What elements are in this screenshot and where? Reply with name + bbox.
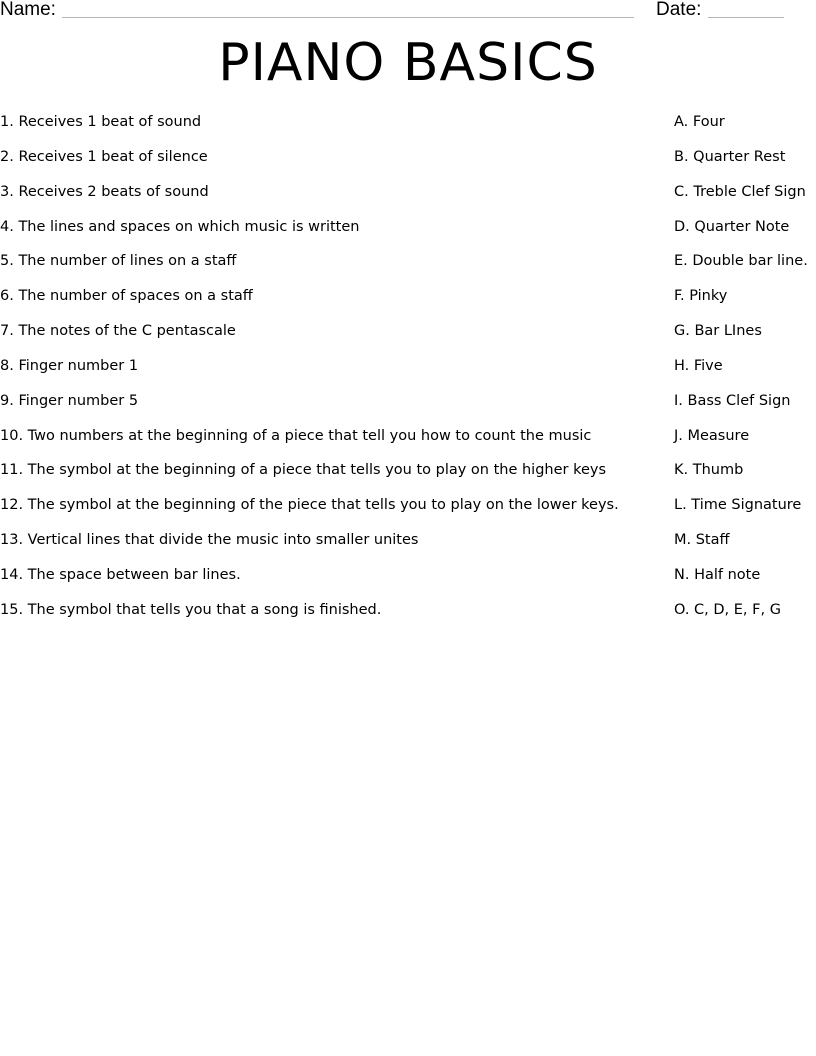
question-item: 10. Two numbers at the beginning of a piece that tell you how to count the music [0,427,592,444]
answer-item: D. Quarter Note [674,218,790,235]
question-item: 8. Finger number 1 [0,357,139,374]
page-title: PIANO BASICS [218,33,598,93]
answer-item: L. Time Signature [674,497,802,514]
answer-item: K. Thumb [674,462,744,479]
answer-item: F. Pinky [674,288,728,305]
date-blank-line [708,17,784,18]
question-item: 3. Receives 2 beats of sound [0,183,209,200]
answer-item: A. Four [674,114,725,130]
question-item: 9. Finger number 5 [0,392,139,409]
answer-item: B. Quarter Rest [674,148,786,165]
answer-item: M. Staff [674,532,730,549]
answer-item: N. Half note [674,566,761,583]
question-item: 11. The symbol at the beginning of a piece that tells you to play on the higher keys [0,462,607,479]
date-label: Date: [656,0,702,20]
name-label: Name: [0,0,56,20]
question-item: 4. The lines and spaces on which music is written [0,218,360,235]
questions-list [0,112,640,635]
question-item: 2. Receives 1 beat of silence [0,148,208,165]
answer-item: H. Five [674,357,723,374]
question-item: 1. Receives 1 beat of sound [0,114,202,130]
question-item: 5. The number of lines on a staff [0,253,237,270]
answer-item: C. Treble Clef Sign [674,183,806,200]
worksheet-header [0,0,816,24]
answer-item: I. Bass Clef Sign [674,392,791,409]
answer-item: O. C, D, E, F, G [674,601,781,618]
question-item: 14. The space between bar lines. [0,566,241,583]
question-item: 7. The notes of the C pentascale [0,323,236,340]
question-item: 6. The number of spaces on a staff [0,288,253,305]
answer-item: J. Measure [674,427,750,444]
answer-item: G. Bar LInes [674,323,762,340]
answers-list [674,112,816,635]
name-blank-line [62,17,634,18]
question-item: 15. The symbol that tells you that a song is finished. [0,601,382,618]
question-item: 12. The symbol at the beginning of the piece that tells you to play on the lower keys. [0,497,619,514]
answer-item: E. Double bar line. [674,253,808,270]
question-item: 13. Vertical lines that divide the music into smaller unites [0,532,419,549]
